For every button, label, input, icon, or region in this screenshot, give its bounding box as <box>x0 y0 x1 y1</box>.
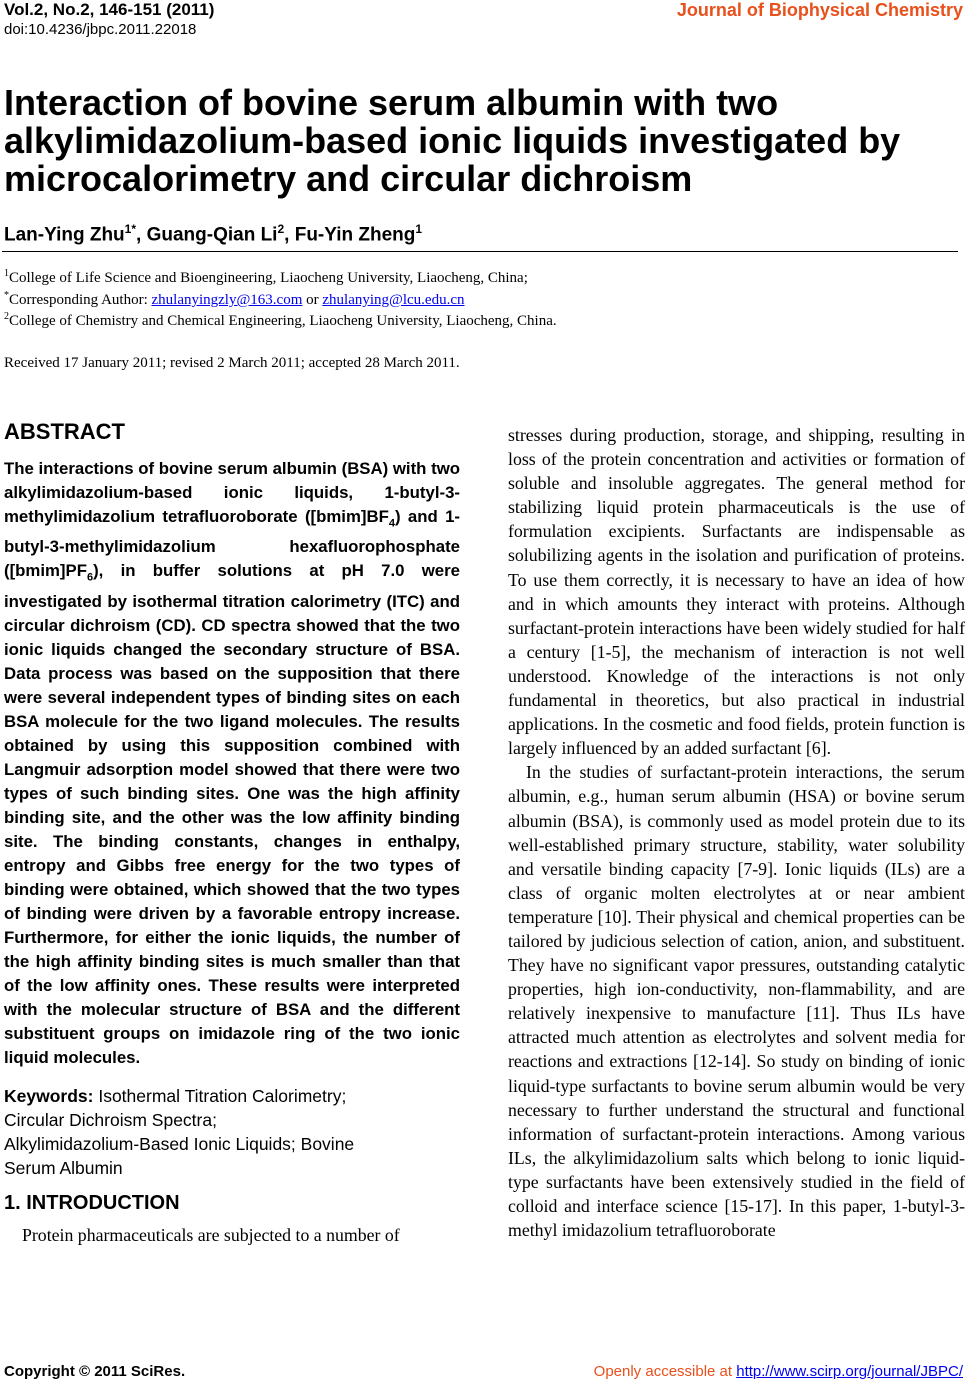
subscript: 6 <box>86 571 94 584</box>
introduction-paragraph-1: stresses during production, storage, and shipping, resulting in loss of the protein concentration and activities or formation of soluble and insoluble aggregates. The general method for stabilizing liquid protein pharmaceuticals is the use of formulation excipients. Surfactants are indispensable as solubilizing agents in the isolation and purification of proteins. To use them correctly, it is necessary to have an idea of how and in which amounts they interact with proteins. Although surfactant-protein interactions have been widely studied for half a century [1-5], the mechanism of interaction is not well understood. Knowledge of the interactions is not only fundamental in theoretics, but also practical in industrial applications. In the cosmetic and food fields, protein function is largely influenced by an added surfactant [6]. <box>508 425 965 759</box>
affiliation-text: College of Life Science and Bioengineering, Liaocheng University, Liaocheng, China; <box>9 270 528 286</box>
affiliation-mark: 2 <box>4 311 9 322</box>
author-name: Lan-Ying Zhu <box>4 224 125 246</box>
corresponding-mark: * <box>4 290 9 301</box>
volume-info: Vol.2, No.2, 146-151 (2011) <box>4 0 215 19</box>
journal-url-link[interactable]: http://www.scirp.org/journal/JBPC/ <box>736 1363 963 1380</box>
open-access-note <box>594 1363 963 1380</box>
email-separator: or <box>302 292 323 308</box>
introduction-paragraph-2: In the studies of surfactant-protein interactions, the serum albumin, e.g., human serum albumin (HSA) or bovine serum albumin (BSA), is commonly used as model protein due to its well-established primary structure, stability, water solubility and versatile binding capacity [7-9]. Ionic liquids (ILs) are a class of organic molten electrolytes at or near ambient temperature [10]. Their physical and chemical properties can be tailored by judicious selection of cation, anion, and substituent. They have no significant vapor pressures, outstanding catalytic properties, high ion-conductivity, non-flammability, and are relatively inexpensive to manufacture [11]. Thus ILs have attracted much attention as electrolytes and solvent media for reactions and extractions [12-14]. So study on binding of ionic liquid-type surfactants to bovine serum albumin would be very necessary to further understand the structural and functional information of surfactant-protein interactions. Among various ILs, the alkylimidazolium salts which belong to ionic liquid-type surfactants have been extensively studied in the field of colloid and interface science [15-17]. In this paper, 1-butyl-3-methyl imidazolium tetrafluoroborate <box>508 762 965 1241</box>
introduction-heading: 1. INTRODUCTION <box>4 1191 180 1214</box>
abstract-text: ), in buffer solutions at pH 7.0 were investigated by isothermal titration calorimetry (ITC) and circular dichroism (CD). CD spectra showed that the two ionic liquids changed the secondary structure of BSA. Data process was based on the supposition that there were several independent types of binding sites on each BSA molecule for the two ligand molecules. The results obtained by using this supposition combined with Langmuir adsorption model showed that there were two types of such binding sites. One was the high affinity binding site, and the other was the low affinity binding site. The binding constants, changes in enthalpy, entropy and Gibbs free energy for the two types of binding were obtained, which showed that the two types of binding were driven by a favorable entropy increase. Furthermore, for either the ionic liquids, the number of the high affinity binding sites is much smaller than that of the low affinity ones. These results were interpreted with the molecular structure of BSA and the different substituent groups on imidazole ring of the two ionic liquid molecules. <box>4 561 460 1067</box>
author-name: Fu-Yin Zheng <box>294 224 416 246</box>
author-list: Lan-Ying Zhu$^{1*}$, Guang-Qian Li$^2$, Fu-Yin Zheng$^1$ <box>4 222 423 246</box>
author-affil-mark: 1 <box>415 222 423 236</box>
received-dates: Received 17 January 2011; revised 2 March 2011; accepted 28 March 2011. <box>4 355 460 371</box>
abstract-body <box>4 457 460 1070</box>
introduction-paragraph-start: Protein pharmaceuticals are subjected to a number of <box>22 1224 400 1245</box>
affiliation-text: College of Chemistry and Chemical Engineering, Liaocheng University, Liaocheng, China. <box>9 313 557 329</box>
keyword: Circular Dichroism Spectra; <box>4 1109 217 1130</box>
abstract-heading: ABSTRACT <box>4 419 125 444</box>
left-column <box>4 419 460 1247</box>
right-column <box>508 423 965 1242</box>
keywords <box>4 1084 460 1180</box>
affiliation-mark: 1 <box>4 268 9 279</box>
author-name: Guang-Qian Li <box>146 224 278 246</box>
author-affil-mark: 2 <box>277 222 285 236</box>
email-link-2[interactable]: zhulanying@lcu.edu.cn <box>322 292 465 308</box>
author-divider <box>2 251 958 252</box>
open-access-label: Openly accessible at <box>593 1363 737 1380</box>
subscript: 4 <box>388 517 395 530</box>
abstract-text: ) and 1-butyl-3-methylimidazolium hexafluorophosphate ([bmim]PF <box>4 507 461 581</box>
keyword: Serum Albumin <box>4 1157 123 1178</box>
doi: doi:10.4236/jbpc.2011.22018 <box>4 21 197 38</box>
email-link-1[interactable]: zhulanyingzly@163.com <box>151 292 303 308</box>
journal-name: Journal of Biophysical Chemistry <box>676 0 963 20</box>
corresponding-author <box>4 290 464 309</box>
affiliation-2 <box>4 311 557 330</box>
abstract-text: The interactions of bovine serum albumin (BSA) with two alkylimidazolium-based ionic liquids, 1-butyl-3-methylimidazolium tetrafluoroborate ([bmim]BF <box>4 459 460 526</box>
affiliation-1 <box>4 268 528 287</box>
author-affil-mark: 1* <box>124 222 137 236</box>
keywords-label: Keywords: <box>4 1085 94 1106</box>
copyright: Copyright © 2011 SciRes. <box>4 1363 186 1380</box>
paper-title: Interaction of bovine serum albumin with two alkylimidazolium-based ionic liquids investigated by microcalorimetry and circular dichroism <box>4 82 901 199</box>
keyword: Isothermal Titration Calorimetry; <box>93 1085 347 1106</box>
corresponding-label: Corresponding Author: <box>9 292 152 308</box>
keyword: Alkylimidazolium-Based Ionic Liquids; Bovine <box>4 1133 355 1154</box>
